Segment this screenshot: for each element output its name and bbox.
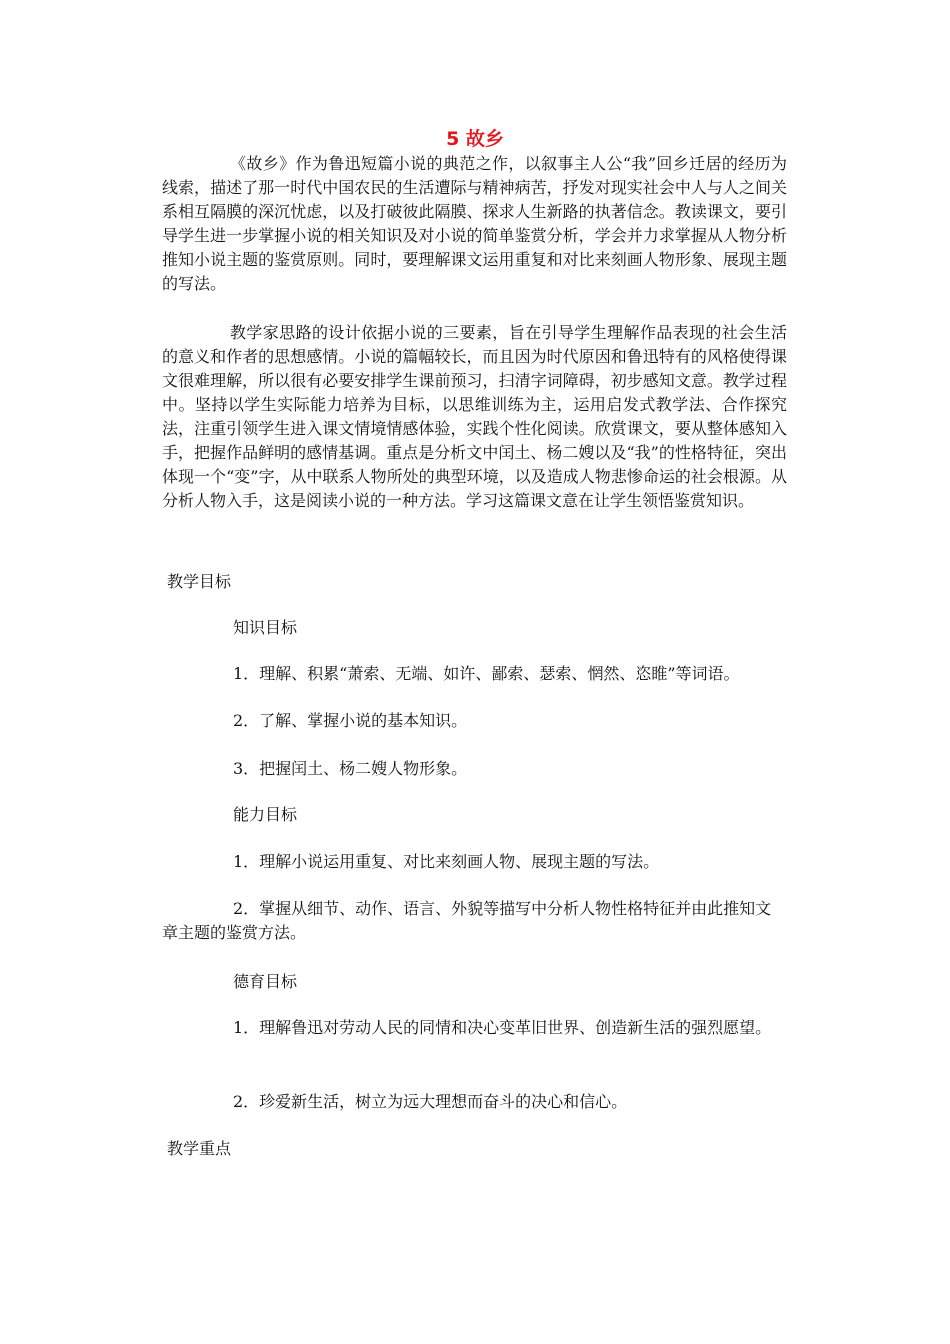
- document-title: 5 故乡: [446, 128, 504, 150]
- subheading-knowledge: 知识目标: [233, 618, 298, 637]
- intro-paragraph: 《故乡》作为鲁迅短篇小说的典范之作，以叙事主人公“我”回乡迁居的经历为线索，描述了那一时代中国农民的生活遭际与精神病苦，抒发对现实社会中人与人之间关系相互隔膜的深沉忧虑，以及打破彼此隔膜、探求人生新路的执著信念。教读课文，要引导学生进一步掌握小说的相关知识及对小说的简单鉴赏分析，学会并力求掌握从人物分析推知小说主题的鉴赏原则。同时，要理解课文运用重复和对比来刻画人物形象、展现主题的写法。: [162, 154, 787, 293]
- subheading-moral: 德育目标: [233, 972, 298, 991]
- section-heading-objectives: 教学目标: [167, 572, 232, 591]
- ability-item: 1．理解小说运用重复、对比来刻画人物、展现主题的写法。: [233, 852, 660, 871]
- knowledge-item: 3．把握闰土、杨二嫂人物形象。: [233, 759, 468, 778]
- subheading-ability: 能力目标: [233, 805, 298, 824]
- moral-item: 1．理解鲁迅对劳动人民的同情和决心变革旧世界、创造新生活的强烈愿望。: [233, 1018, 772, 1037]
- moral-item: 2．珍爱新生活，树立为远大理想而奋斗的决心和信心。: [233, 1092, 628, 1111]
- knowledge-item: 1．理解、积累“萧索、无端、如许、鄙索、瑟索、惘然、恣睢”等词语。: [233, 664, 740, 683]
- design-paragraph: 教学家思路的设计依据小说的三要素，旨在引导学生理解作品表现的社会生活的意义和作者的思想感情。小说的篇幅较长，而且因为时代原因和鲁迅特有的风格使得课文很难理解，所以很有必要安排学生课前预习，扫清字词障碍，初步感知文意。教学过程中。坚持以学生实际能力培养为目标，以思维训练为主，运用启发式教学法、合作探究法，注重引领学生进入课文情境情感体验，实践个性化阅读。欣赏课文，要从整体感知入手，把握作品鲜明的感情基调。重点是分析文中闰土、杨二嫂以及“我”的性格特征，突出体现一个“变”字，从中联系人物所处的典型环境，以及造成人物悲惨命运的社会根源。从分析人物入手，这是阅读小说的一种方法。学习这篇课文意在让学生领悟鉴赏知识。: [162, 323, 787, 510]
- section-heading-key-points: 教学重点: [167, 1139, 232, 1158]
- knowledge-item: 2．了解、掌握小说的基本知识。: [233, 711, 468, 730]
- ability-item: 2．掌握从细节、动作、语言、外貌等描写中分析人物性格特征并由此推知文章主题的鉴赏方法。: [162, 899, 772, 942]
